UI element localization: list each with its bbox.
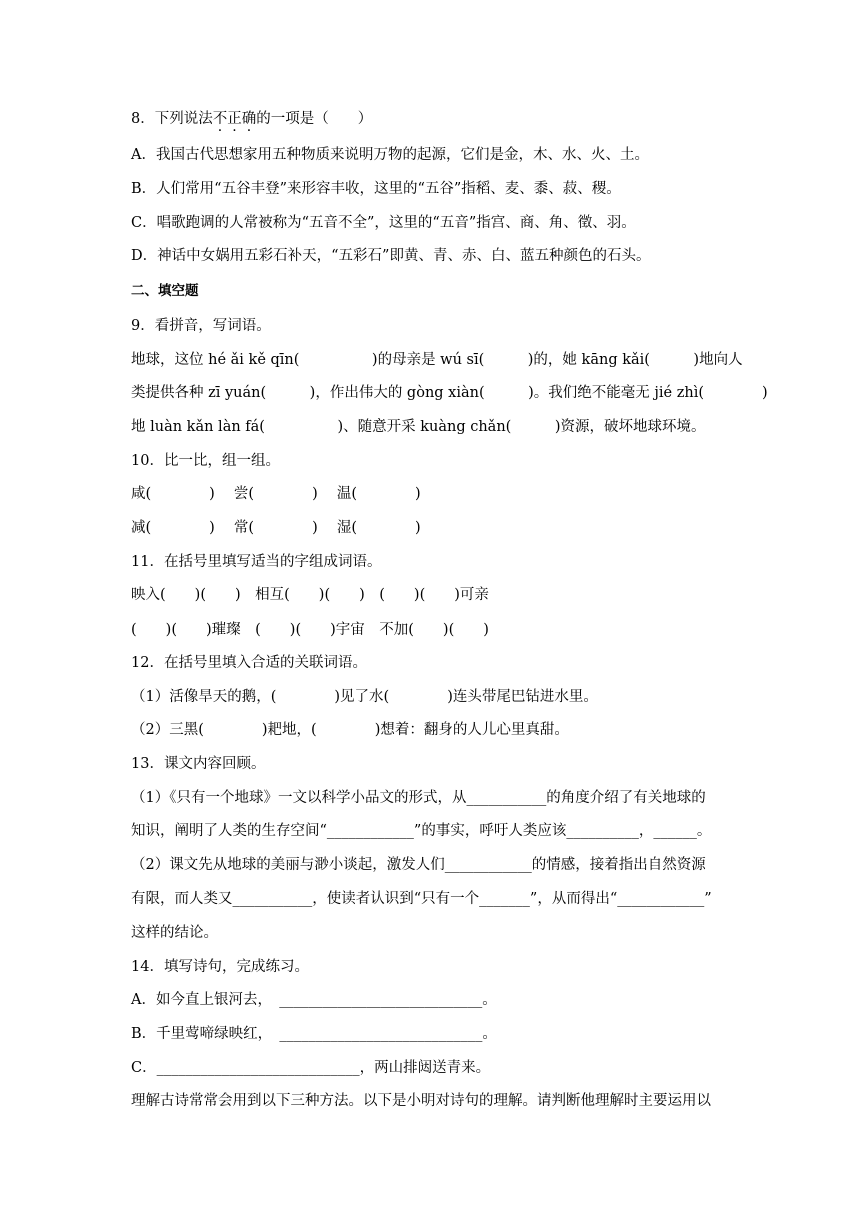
emphasis-char: 正	[227, 111, 242, 127]
section-heading-fill-in: 二、填空题	[131, 283, 199, 299]
question-14-title: 14．填写诗句，完成练习。	[131, 959, 309, 975]
q9-line[interactable]: 类提供各种 zī yuán( )，作出伟大的 gòng xiàn( )。我们绝不能毫无 jié zhì( )	[131, 385, 768, 401]
question-8-stem	[131, 109, 731, 129]
q10-line[interactable]: 咸( ) 尝( ) 温( )	[131, 486, 421, 502]
q12-line[interactable]: （1）活像旱天的鹅，( )见了水( )连头带尾巴钻进水里。	[131, 689, 598, 705]
q8-suffix: 的一项是（ ）	[256, 111, 373, 127]
q11-line[interactable]: 映入( )( ) 相互( )( ) ( )( )可亲	[131, 587, 489, 603]
q14-line[interactable]: C．____________________________，两山排闼送青来。	[131, 1060, 491, 1076]
q9-line[interactable]: 地球，这位 hé ǎi kě qīn( )的母亲是 wú sī( )的，她 kāng kǎi( )地向人	[131, 352, 743, 368]
q8-option-a[interactable]: A．我国古代思想家用五种物质来说明万物的起源，它们是金，木、水、火、土。	[131, 147, 649, 163]
question-9-title: 9．看拼音，写词语。	[131, 318, 271, 334]
emphasis-char: 确	[241, 111, 257, 127]
question-11-title: 11．在括号里填写适当的字组成词语。	[131, 554, 382, 570]
q8-option-b[interactable]: B．人们常用“五谷丰登”来形容丰收，这里的“五谷”指稻、麦、黍、菽、稷。	[131, 181, 621, 197]
emphasis-char: 不	[212, 111, 228, 127]
q8-prefix: 8．下列说法	[131, 111, 213, 127]
q9-line[interactable]: 地 luàn kǎn làn fá( )、随意开采 kuàng chǎn( )资源，破坏地球环境。	[131, 419, 706, 435]
q13-line[interactable]: 知识，阐明了人类的生存空间“____________”的事实，呼吁人类应该__________，______。	[131, 823, 712, 839]
q13-line[interactable]: （1）《只有一个地球》一文以科学小品文的形式，从___________的角度介绍了有关地球的	[131, 790, 706, 806]
q8-option-d[interactable]: D．神话中女娲用五彩石补天，“五彩石”即黄、青、赤、白、蓝五种颜色的石头。	[131, 248, 651, 264]
q14-line: 理解古诗常常会用到以下三种方法。以下是小明对诗句的理解。请判断他理解时主要运用以	[131, 1093, 711, 1109]
question-12-title: 12．在括号里填入合适的关联词语。	[131, 655, 367, 671]
q10-line[interactable]: 减( ) 常( ) 湿( )	[131, 520, 421, 536]
question-10-title: 10．比一比，组一组。	[131, 453, 280, 469]
q13-line: 这样的结论。	[131, 925, 218, 941]
question-13-title: 13．课文内容回顾。	[131, 756, 266, 772]
q12-line[interactable]: （2）三黑( )耙地，( )想着：翻身的人儿心里真甜。	[131, 722, 569, 738]
q11-line[interactable]: ( )( )璀璨 ( )( )宇宙 不加( )( )	[131, 622, 489, 638]
q8-option-c[interactable]: C．唱歌跑调的人常被称为“五音不全”，这里的“五音”指宫、商、角、徵、羽。	[131, 215, 636, 231]
q14-line[interactable]: B．千里莺啼绿映红， ____________________________。	[131, 1026, 497, 1042]
q13-line[interactable]: （2）课文先从地球的美丽与渺小谈起，激发人们____________的情感，接着指出自然资源	[131, 857, 706, 873]
q13-line[interactable]: 有限，而人类又___________，使读者认识到“只有一个_______”，从而得出“____________”	[131, 891, 712, 907]
q14-line[interactable]: A．如今直上银河去， ____________________________。	[131, 992, 497, 1008]
